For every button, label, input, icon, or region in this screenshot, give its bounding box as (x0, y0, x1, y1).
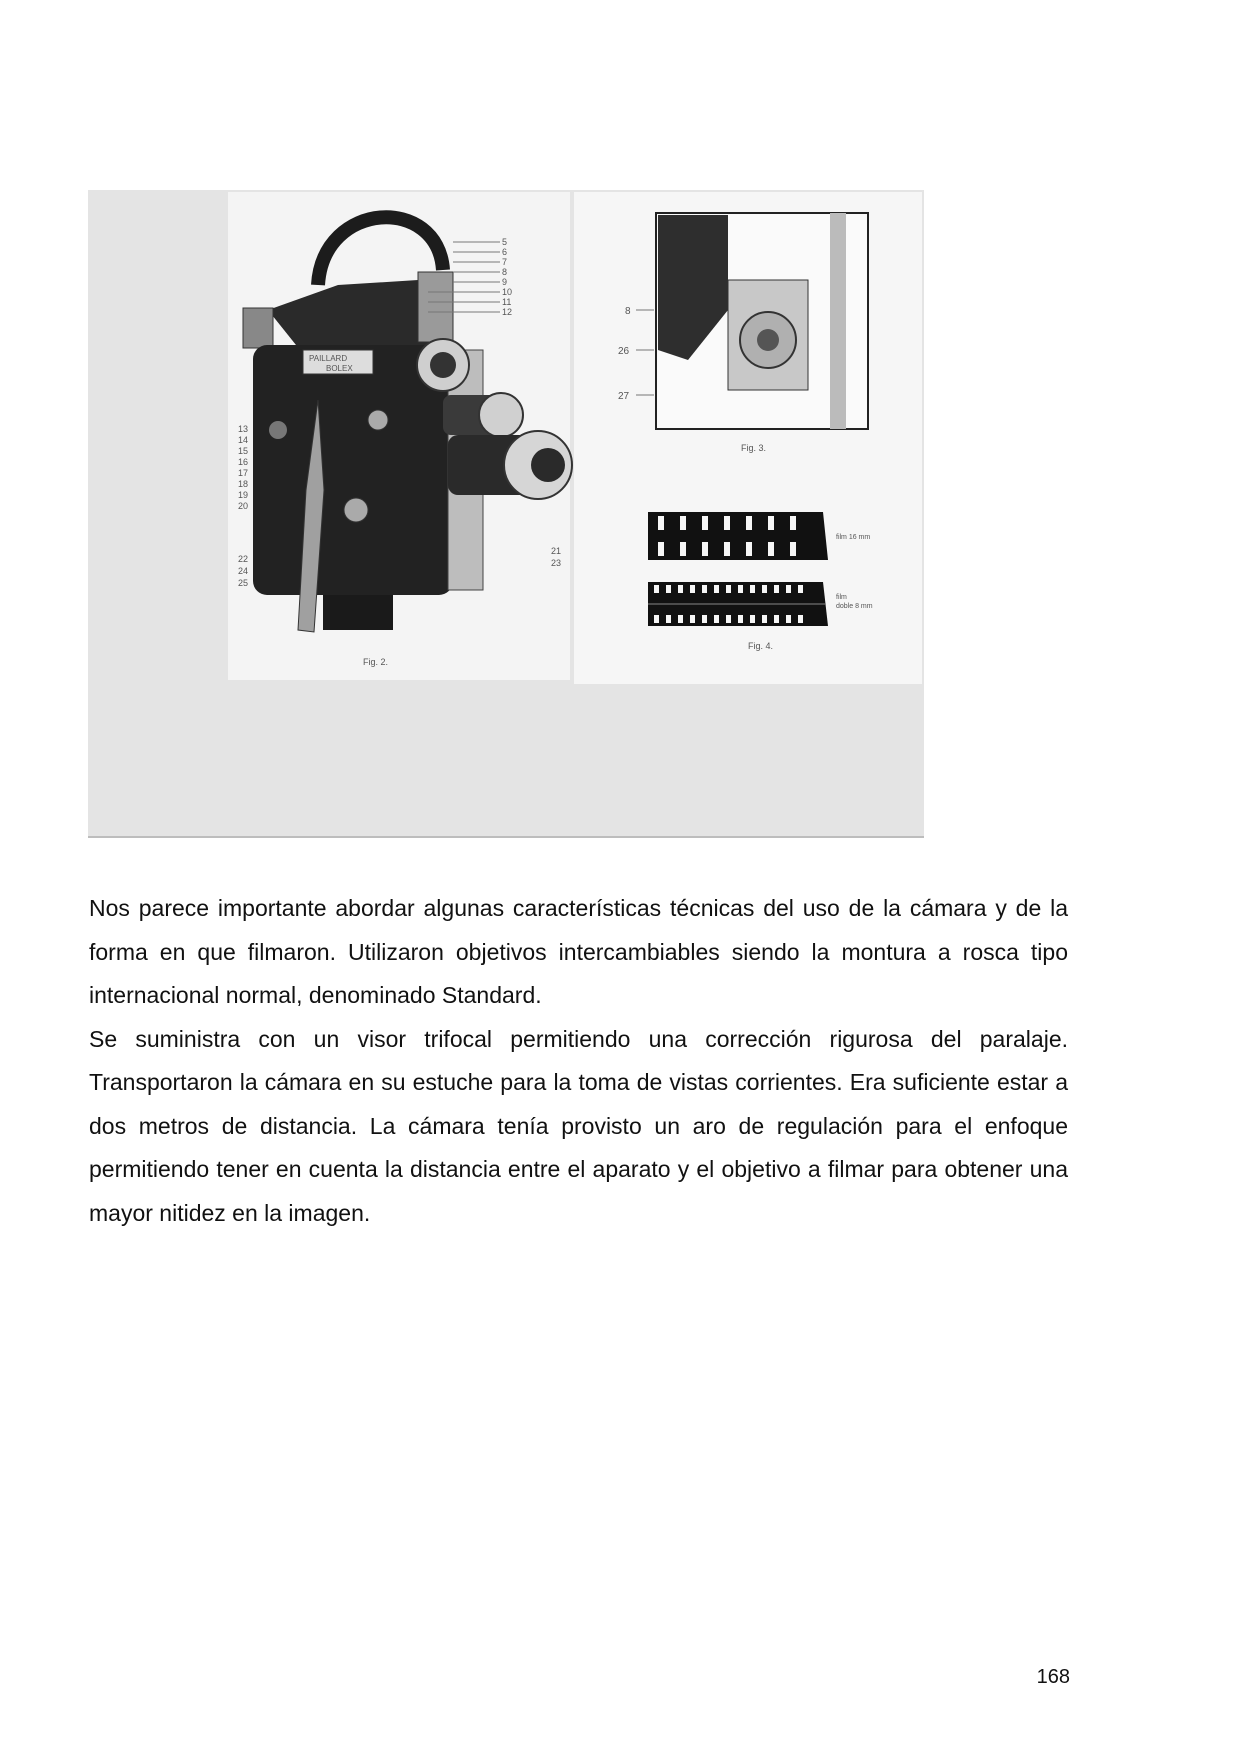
fig3-caption: Fig. 3. (741, 443, 767, 453)
camera-base (323, 595, 393, 630)
callout-number: 27 (618, 391, 630, 402)
brand-text-2: BOLEX (326, 364, 353, 373)
callout-number: 24 (238, 566, 249, 576)
callout-number: 15 (238, 446, 249, 456)
callout-number: 11 (502, 297, 512, 307)
lens-glass (531, 448, 565, 482)
control-knob (368, 410, 388, 430)
film-double8-label-2: doble 8 mm (836, 603, 873, 610)
callout-number: 16 (238, 457, 249, 467)
fig3-rail (830, 213, 846, 429)
callout-number: 8 (625, 306, 631, 317)
callout-number: 12 (502, 307, 513, 317)
fig2-caption: Fig. 2. (363, 657, 389, 667)
callout-number: 25 (238, 578, 249, 588)
callout-number: 23 (551, 558, 562, 568)
callout-number: 6 (502, 247, 508, 257)
control-knob (344, 498, 368, 522)
brand-text-1: PAILLARD (309, 354, 348, 363)
paragraph: Se suministra con un visor trifocal permitiendo una corrección rigurosa del paralaje. Transportaron la cámara en su estuche para la toma de vistas corrientes. Era suficiente estar a dos metros de distancia. La cámara tenía provisto un aro de regulación para el enfoque permitiendo tener en cuenta la distancia entre el aparato y el objetivo a filmar para obtener una mayor nitidez en la imagen. (89, 1025, 1068, 1226)
callout-number: 9 (502, 277, 508, 287)
callout-number: 22 (238, 554, 249, 564)
callout-number: 7 (502, 257, 508, 267)
camera-manual-scan (88, 190, 924, 836)
fig3-eyepiece-glass (757, 329, 779, 351)
fig4-caption: Fig. 4. (748, 641, 774, 651)
page-number: 168 (1036, 1666, 1070, 1688)
viewfinder-front (243, 308, 273, 348)
callout-number: 8 (502, 267, 508, 277)
lens-glass (430, 352, 456, 378)
film-16mm-label: film 16 mm (836, 534, 871, 541)
callout-number: 14 (238, 435, 249, 445)
control-knob (269, 421, 287, 439)
callout-number: 18 (238, 479, 249, 489)
callout-number: 26 (618, 346, 630, 357)
film-16mm-strip (648, 512, 828, 560)
callout-number: 17 (238, 468, 249, 478)
lens-medium (479, 393, 523, 437)
callout-number: 5 (502, 237, 508, 247)
callout-number: 10 (502, 287, 513, 297)
manual-figure (88, 190, 924, 838)
callout-number: 21 (551, 546, 562, 556)
callout-number: 20 (238, 501, 249, 511)
viewfinder-eyepiece (418, 272, 453, 342)
body-text (89, 887, 1068, 1235)
callout-numbers-left (238, 424, 248, 588)
film-double8-label-1: film (836, 594, 847, 601)
callout-number: 13 (238, 424, 249, 434)
callout-number: 19 (238, 490, 249, 500)
paragraph: Nos parece importante abordar algunas características técnicas del uso de la cámara y de la forma en que filmaron. Utilizaron objetivos intercambiables siendo la montura a rosca tipo internacional normal, denominado Standard. (89, 895, 1068, 1008)
